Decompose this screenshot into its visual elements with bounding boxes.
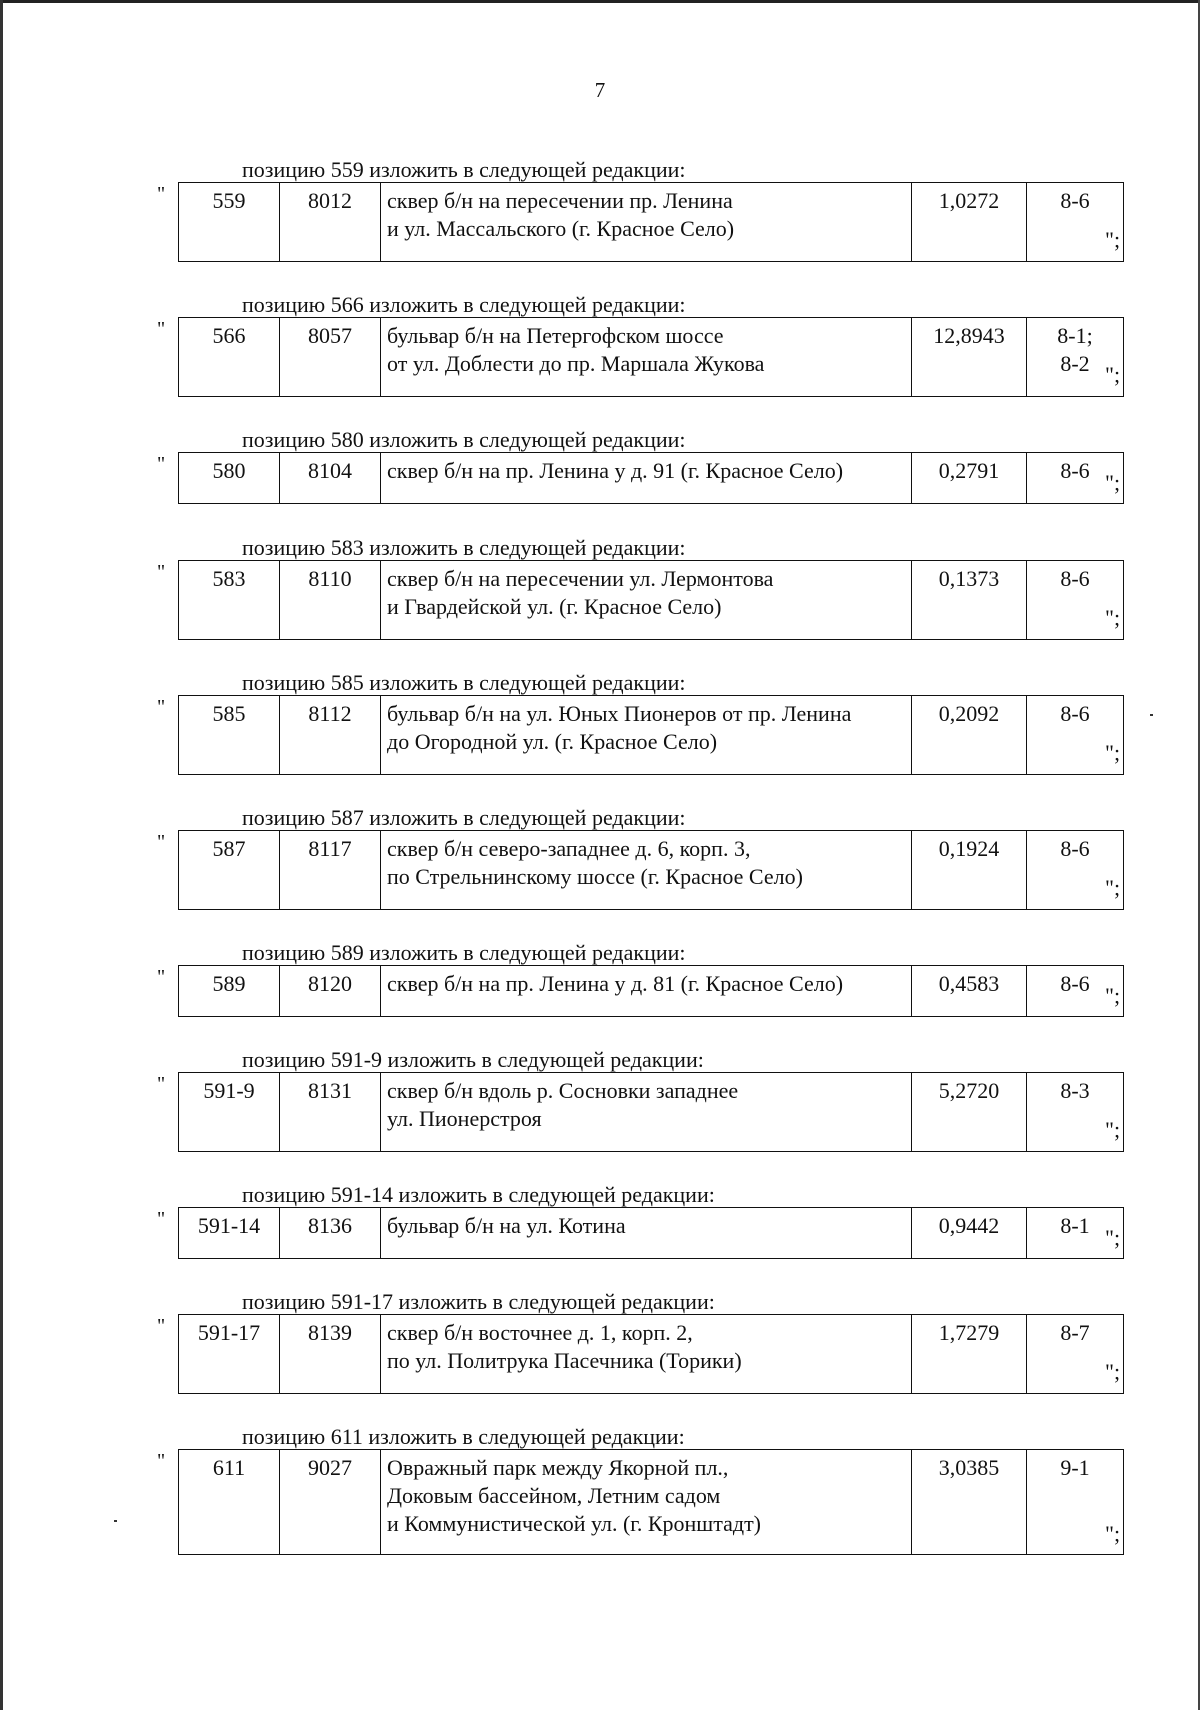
table-row [179, 1208, 1124, 1259]
object-code: 8110 [280, 561, 381, 640]
area-value: 0,1373 [912, 561, 1027, 640]
position-number: 585 [179, 696, 280, 775]
object-name-line: Доковым бассейном, Летним садом [387, 1483, 721, 1508]
table-row [179, 1450, 1124, 1555]
area-value: 5,2720 [912, 1073, 1027, 1152]
map-sheet-line: 8-1 [1060, 1213, 1090, 1238]
position-number: 580 [179, 453, 280, 504]
closing-quote: "; [1105, 740, 1121, 765]
amendment-intro: позицию 589 изложить в следующей редакции: [242, 940, 686, 965]
map-sheet-line: 8-6 [1060, 971, 1090, 996]
amendment-intro: позицию 611 изложить в следующей редакции: [242, 1424, 685, 1449]
object-name-line: сквер б/н на пересечении ул. Лермонтова [387, 566, 774, 591]
opening-quote: " [157, 831, 166, 853]
map-sheet-line: 8-6 [1060, 566, 1090, 591]
position-number: 591-17 [179, 1315, 280, 1394]
object-name-line: от ул. Доблести до пр. Маршала Жукова [387, 351, 765, 376]
closing-quote: "; [1105, 875, 1121, 900]
closing-quote: "; [1105, 605, 1121, 630]
area-value: 0,2092 [912, 696, 1027, 775]
position-number: 566 [179, 318, 280, 397]
object-name-line: сквер б/н северо-западнее д. 6, корп. 3, [387, 836, 751, 861]
closing-quote: "; [1105, 227, 1121, 252]
opening-quote: " [157, 318, 166, 340]
position-number: 591-14 [179, 1208, 280, 1259]
object-code: 8139 [280, 1315, 381, 1394]
area-value: 1,7279 [912, 1315, 1027, 1394]
table-row [179, 318, 1124, 397]
map-sheet-line: 8-6 [1060, 701, 1090, 726]
position-number: 559 [179, 183, 280, 262]
object-code: 8120 [280, 966, 381, 1017]
closing-quote: "; [1105, 1225, 1121, 1250]
object-name [381, 1315, 912, 1394]
object-name-line: сквер б/н вдоль р. Сосновки западнее [387, 1078, 739, 1103]
table-row [179, 1073, 1124, 1152]
map-sheet-line: 8-6 [1060, 836, 1090, 861]
opening-quote: " [157, 453, 166, 475]
object-name [381, 1450, 912, 1555]
object-code: 8136 [280, 1208, 381, 1259]
register-row-table [178, 1449, 1124, 1555]
amendment-intro: позицию 585 изложить в следующей редакции: [242, 670, 686, 695]
object-name [381, 1208, 912, 1259]
object-name-line: ул. Пионерстроя [387, 1106, 542, 1131]
opening-quote: " [157, 696, 166, 718]
closing-quote: "; [1105, 1359, 1121, 1384]
area-value: 0,9442 [912, 1208, 1027, 1259]
map-sheet-line: 8-1; [1057, 323, 1093, 348]
page-number: 7 [594, 78, 606, 102]
register-row-table [178, 1314, 1124, 1394]
position-number: 583 [179, 561, 280, 640]
table-row [179, 1315, 1124, 1394]
area-value: 1,0272 [912, 183, 1027, 262]
position-number: 587 [179, 831, 280, 910]
amendment-intro: позицию 583 изложить в следующей редакции: [242, 535, 686, 560]
register-row-table [178, 1072, 1124, 1152]
object-name-line: до Огородной ул. (г. Красное Село) [387, 729, 718, 754]
register-row-table [178, 1207, 1124, 1259]
position-number: 611 [179, 1450, 280, 1555]
amendment-intro: позицию 566 изложить в следующей редакции: [242, 292, 686, 317]
table-row [179, 831, 1124, 910]
scan-speck [1150, 714, 1153, 716]
object-name-line: сквер б/н на пр. Ленина у д. 91 (г. Красное Село) [387, 458, 844, 483]
closing-quote: "; [1105, 1117, 1121, 1142]
object-name-line: сквер б/н на пр. Ленина у д. 81 (г. Красное Село) [387, 971, 844, 996]
scan-edge-top [0, 0, 1200, 3]
object-code: 8131 [280, 1073, 381, 1152]
position-number: 591-9 [179, 1073, 280, 1152]
object-name [381, 966, 912, 1017]
object-name-line: и ул. Массальского (г. Красное Село) [387, 216, 735, 241]
object-name [381, 453, 912, 504]
object-code: 8012 [280, 183, 381, 262]
table-row [179, 183, 1124, 262]
object-code: 8117 [280, 831, 381, 910]
register-row-table [178, 830, 1124, 910]
amendment-intro: позицию 587 изложить в следующей редакции: [242, 805, 686, 830]
table-row [179, 696, 1124, 775]
register-row-table [178, 965, 1124, 1017]
area-value: 0,2791 [912, 453, 1027, 504]
opening-quote: " [157, 1208, 166, 1230]
register-row-table [178, 182, 1124, 262]
scan-speck [114, 1520, 117, 1522]
closing-quote: "; [1105, 983, 1121, 1008]
object-name [381, 1073, 912, 1152]
table-row [179, 561, 1124, 640]
object-name-line: по Стрельнинскому шоссе (г. Красное Село) [387, 864, 803, 889]
object-name-line: по ул. Политрука Пасечника (Торики) [387, 1348, 742, 1373]
amendment-intro: позицию 580 изложить в следующей редакции: [242, 427, 686, 452]
register-row-table [178, 560, 1124, 640]
object-name-line: и Гвардейской ул. (г. Красное Село) [387, 594, 722, 619]
map-sheet-line: 8-3 [1060, 1078, 1090, 1103]
object-name-line: бульвар б/н на Петергофском шоссе [387, 323, 724, 348]
table-row [179, 453, 1124, 504]
map-sheet-line: 8-2 [1060, 351, 1090, 376]
object-code: 8104 [280, 453, 381, 504]
amendment-intro: позицию 559 изложить в следующей редакции: [242, 157, 686, 182]
closing-quote: "; [1105, 470, 1121, 495]
object-name-line: бульвар б/н на ул. Котина [387, 1213, 626, 1238]
object-code: 8112 [280, 696, 381, 775]
area-value: 0,1924 [912, 831, 1027, 910]
object-name [381, 561, 912, 640]
object-code: 9027 [280, 1450, 381, 1555]
object-name-line: бульвар б/н на ул. Юных Пионеров от пр. Ленина [387, 701, 852, 726]
amendment-intro: позицию 591-9 изложить в следующей редакции: [242, 1047, 704, 1072]
object-name-line: сквер б/н восточнее д. 1, корп. 2, [387, 1320, 693, 1345]
closing-quote: "; [1105, 1521, 1121, 1546]
object-name-line: Овражный парк между Якорной пл., [387, 1455, 729, 1480]
opening-quote: " [157, 183, 166, 205]
amendment-intro: позицию 591-17 изложить в следующей редакции: [242, 1289, 715, 1314]
area-value: 0,4583 [912, 966, 1027, 1017]
opening-quote: " [157, 561, 166, 583]
opening-quote: " [157, 1073, 166, 1095]
object-name [381, 696, 912, 775]
amendment-intro: позицию 591-14 изложить в следующей редакции: [242, 1182, 715, 1207]
register-row-table [178, 317, 1124, 397]
scan-edge-left [0, 0, 3, 1710]
closing-quote: "; [1105, 362, 1121, 387]
map-sheet-line: 9-1 [1060, 1455, 1090, 1480]
position-number: 589 [179, 966, 280, 1017]
register-row-table [178, 695, 1124, 775]
opening-quote: " [157, 1315, 166, 1337]
object-name [381, 183, 912, 262]
table-row [179, 966, 1124, 1017]
opening-quote: " [157, 1450, 166, 1472]
map-sheet-line: 8-6 [1060, 458, 1090, 483]
object-name-line: и Коммунистической ул. (г. Кронштадт) [387, 1511, 762, 1536]
object-name [381, 831, 912, 910]
map-sheet-line: 8-7 [1060, 1320, 1090, 1345]
opening-quote: " [157, 966, 166, 988]
area-value: 3,0385 [912, 1450, 1027, 1555]
object-code: 8057 [280, 318, 381, 397]
object-name-line: сквер б/н на пересечении пр. Ленина [387, 188, 733, 213]
map-sheet-line: 8-6 [1060, 188, 1090, 213]
register-row-table [178, 452, 1124, 504]
object-name [381, 318, 912, 397]
area-value: 12,8943 [912, 318, 1027, 397]
